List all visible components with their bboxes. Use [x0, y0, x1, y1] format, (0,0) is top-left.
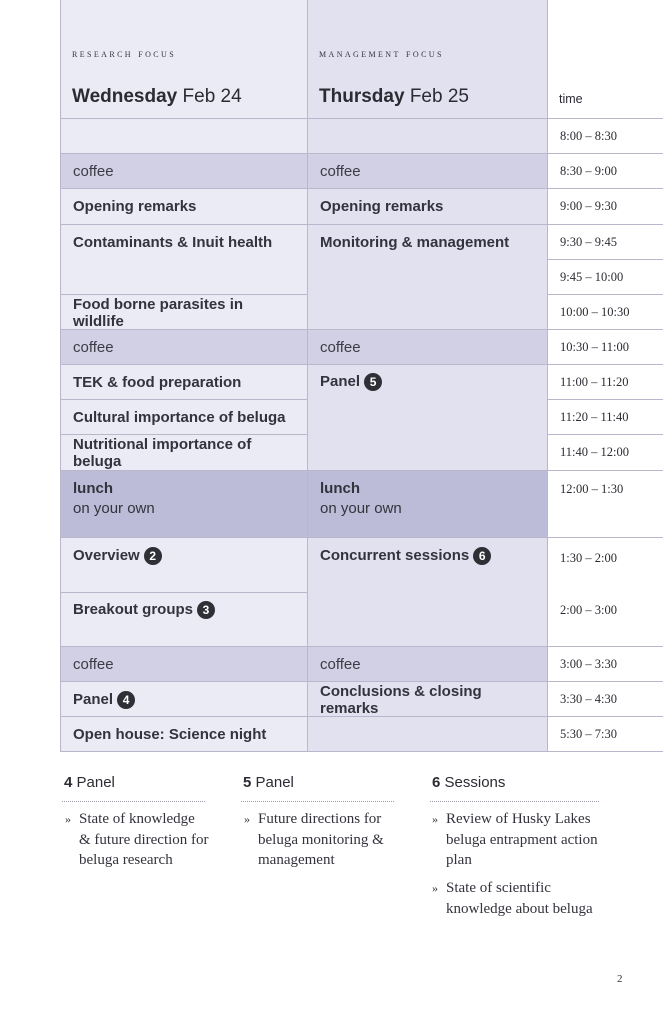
wednesday-date-header — [72, 86, 242, 108]
thursday-focus-label: management focus — [319, 48, 444, 60]
thu-conclusions: Conclusions & closing remarks — [320, 682, 482, 717]
footnote-4-number: 4 — [64, 774, 73, 791]
wed-overview-label: Overview — [73, 547, 140, 564]
wed-lunch-label: lunch — [73, 480, 113, 497]
bullet-mark: » — [432, 881, 438, 895]
footnote-4-item — [65, 809, 209, 871]
time-slot: 9:00 – 9:30 — [560, 199, 617, 213]
footnote-5-rule — [241, 801, 394, 802]
wed-breakout — [61, 593, 307, 646]
time-header: time — [559, 92, 583, 106]
thu-panel — [308, 365, 547, 470]
wed-coffee-3: coffee — [73, 656, 114, 673]
page-number: 2 — [617, 973, 623, 985]
footnote-6-text: Review of Husky Lakes beluga entrapment action plan — [446, 811, 598, 868]
thu-concurrent-label: Concurrent sessions — [320, 547, 470, 564]
thu-monitoring: Monitoring & management — [320, 234, 510, 251]
wednesday-date: Feb 24 — [182, 86, 242, 107]
thu-lunch-label: lunch — [320, 480, 360, 497]
footnote-5-number: 5 — [243, 774, 252, 791]
wed-opening-remarks: Opening remarks — [73, 198, 197, 215]
footnote-6-rule — [430, 801, 599, 802]
thu-concurrent — [308, 538, 547, 646]
note-badge-5: 5 — [364, 373, 382, 391]
time-slot: 5:30 – 7:30 — [560, 727, 617, 741]
footnote-6-item — [432, 809, 606, 871]
thu-lunch-sub: on your own — [320, 500, 402, 517]
thu-coffee-3: coffee — [320, 656, 361, 673]
time-slot: 3:00 – 3:30 — [560, 657, 617, 671]
footnote-4-label: Panel — [76, 774, 115, 791]
wed-cultural: Cultural importance of beluga — [73, 409, 286, 426]
time-slot: 10:30 – 11:00 — [560, 340, 629, 354]
footnote-6-title — [432, 774, 505, 791]
footnote-4-text: State of knowledge & future direction for beluga research — [79, 811, 209, 868]
note-badge-6: 6 — [473, 547, 491, 565]
wed-coffee-1: coffee — [73, 163, 114, 180]
footnote-6-label: Sessions — [444, 774, 506, 791]
wed-lunch-sub: on your own — [73, 500, 155, 517]
thu-opening-remarks: Opening remarks — [320, 198, 444, 215]
time-slot: 8:30 – 9:00 — [560, 164, 617, 178]
note-badge-4: 4 — [117, 691, 135, 709]
wed-breakout-label: Breakout groups — [73, 601, 194, 618]
wed-lunch — [61, 471, 307, 538]
time-slot: 11:00 – 11:20 — [560, 375, 629, 389]
thursday-date-header — [319, 86, 469, 108]
footnote-6-number: 6 — [432, 774, 441, 791]
footnote-4-rule — [62, 801, 205, 802]
footnote-5-item — [244, 809, 400, 871]
time-slot: 10:00 – 10:30 — [560, 305, 630, 319]
wed-overview — [61, 538, 307, 592]
footnote-6-text: State of scientific knowledge about beluga — [446, 880, 593, 917]
time-slot: 12:00 – 1:30 — [560, 482, 624, 496]
footnote-6-item — [432, 878, 611, 919]
bullet-mark: » — [65, 812, 71, 826]
footnote-4-title — [64, 774, 115, 791]
wed-coffee-2: coffee — [73, 339, 114, 356]
time-slot: 11:20 – 11:40 — [560, 410, 629, 424]
time-slot: 2:00 – 3:00 — [560, 602, 617, 617]
wed-contaminants: Contaminants & Inuit health — [73, 234, 273, 251]
time-slot: 9:30 – 9:45 — [560, 235, 617, 249]
footnote-5-text: Future directions for beluga monitoring & management — [258, 811, 384, 868]
wed-tek: TEK & food preparation — [73, 374, 242, 391]
wed-parasites: Food borne parasites in wildlife — [73, 295, 244, 330]
note-badge-2: 2 — [144, 547, 162, 565]
time-slot: 1:30 – 2:00 — [560, 550, 617, 565]
wed-open-house: Open house: Science night — [73, 726, 267, 743]
wednesday-focus-label: research focus — [72, 48, 177, 60]
thu-panel-label: Panel — [320, 373, 361, 390]
time-slot: 11:40 – 12:00 — [560, 445, 629, 459]
thu-lunch — [308, 471, 547, 538]
thu-coffee-2: coffee — [320, 339, 361, 356]
thursday-date: Feb 25 — [409, 86, 469, 107]
wed-panel — [61, 682, 307, 717]
wed-nutritional: Nutritional importance of beluga — [73, 435, 252, 470]
note-badge-3: 3 — [197, 601, 215, 619]
footnote-5-label: Panel — [255, 774, 294, 791]
time-slot: 8:00 – 8:30 — [560, 129, 617, 143]
time-slot: 9:45 – 10:00 — [560, 270, 624, 284]
time-slot: 3:30 – 4:30 — [560, 692, 617, 706]
thursday-weekday: Thursday — [319, 86, 405, 107]
bullet-mark: » — [432, 812, 438, 826]
thu-coffee-1: coffee — [320, 163, 361, 180]
wed-panel-label: Panel — [73, 691, 114, 708]
wednesday-weekday: Wednesday — [72, 86, 178, 107]
footnote-5-title — [243, 774, 294, 791]
bullet-mark: » — [244, 812, 250, 826]
